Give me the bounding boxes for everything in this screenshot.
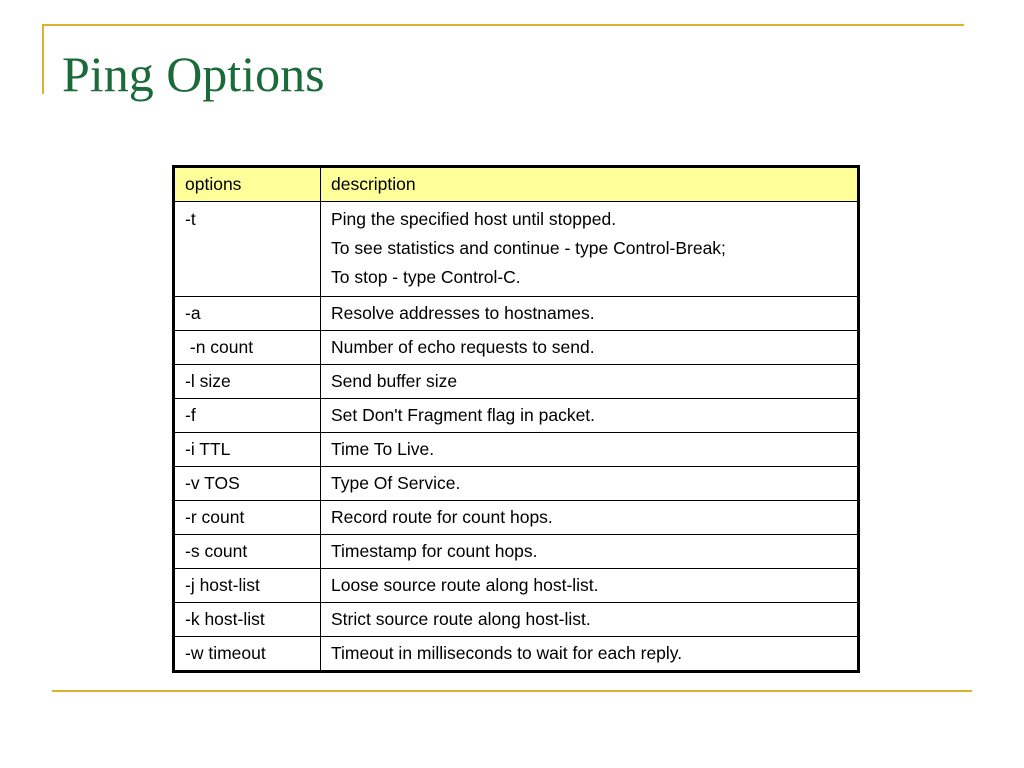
table-row: [174, 433, 859, 467]
option-cell: -f: [174, 399, 321, 433]
table-row: [174, 501, 859, 535]
option-cell: -t: [174, 202, 321, 297]
table-body: [174, 202, 859, 672]
table-header-row: [174, 167, 859, 202]
option-cell: -k host-list: [174, 603, 321, 637]
description-line: Ping the specified host until stopped.: [331, 209, 617, 229]
option-cell: -j host-list: [174, 569, 321, 603]
description-cell: [321, 603, 859, 637]
table-row: [174, 331, 859, 365]
table-row: [174, 569, 859, 603]
description-line: Set Don't Fragment flag in packet.: [331, 405, 596, 425]
description-cell: [321, 637, 859, 672]
description-cell: [321, 399, 859, 433]
option-cell: -n count: [174, 331, 321, 365]
table-row: [174, 365, 859, 399]
description-line: Send buffer size: [331, 371, 458, 391]
header-options: options: [174, 167, 321, 202]
description-line: Type Of Service.: [331, 473, 461, 493]
table-row: [174, 467, 859, 501]
description-line: To see statistics and continue - type Control-Break;: [331, 238, 726, 258]
description-cell: [321, 202, 859, 297]
description-cell: [321, 297, 859, 331]
description-cell: [321, 467, 859, 501]
option-cell: -l size: [174, 365, 321, 399]
table-row: [174, 297, 859, 331]
option-cell: -w timeout: [174, 637, 321, 672]
description-cell: [321, 331, 859, 365]
table-row: [174, 399, 859, 433]
slide-title: Ping Options: [62, 46, 325, 102]
option-cell: -s count: [174, 535, 321, 569]
description-cell: [321, 501, 859, 535]
table-row: [174, 202, 859, 297]
description-cell: [321, 569, 859, 603]
option-cell: -i TTL: [174, 433, 321, 467]
description-line: Time To Live.: [331, 439, 435, 459]
options-table: [172, 165, 860, 673]
table-row: [174, 603, 859, 637]
frame-bottom-rule: [52, 690, 972, 692]
option-cell: -v TOS: [174, 467, 321, 501]
description-line: To stop - type Control-C.: [331, 267, 521, 287]
description-line: Loose source route along host-list.: [331, 575, 599, 595]
table-row: [174, 535, 859, 569]
description-line: Number of echo requests to send.: [331, 337, 595, 357]
description-line: Strict source route along host-list.: [331, 609, 591, 629]
description-cell: [321, 433, 859, 467]
description-line: Resolve addresses to hostnames.: [331, 303, 595, 323]
description-line: Timestamp for count hops.: [331, 541, 538, 561]
header-description: description: [321, 167, 859, 202]
table-row: [174, 637, 859, 672]
description-cell: [321, 535, 859, 569]
description-line: Record route for count hops.: [331, 507, 553, 527]
description-line: Timeout in milliseconds to wait for each reply.: [331, 643, 683, 663]
option-cell: -r count: [174, 501, 321, 535]
frame-top-rule: [42, 24, 964, 26]
description-cell: [321, 365, 859, 399]
frame-left-rule: [42, 24, 44, 94]
option-cell: -a: [174, 297, 321, 331]
